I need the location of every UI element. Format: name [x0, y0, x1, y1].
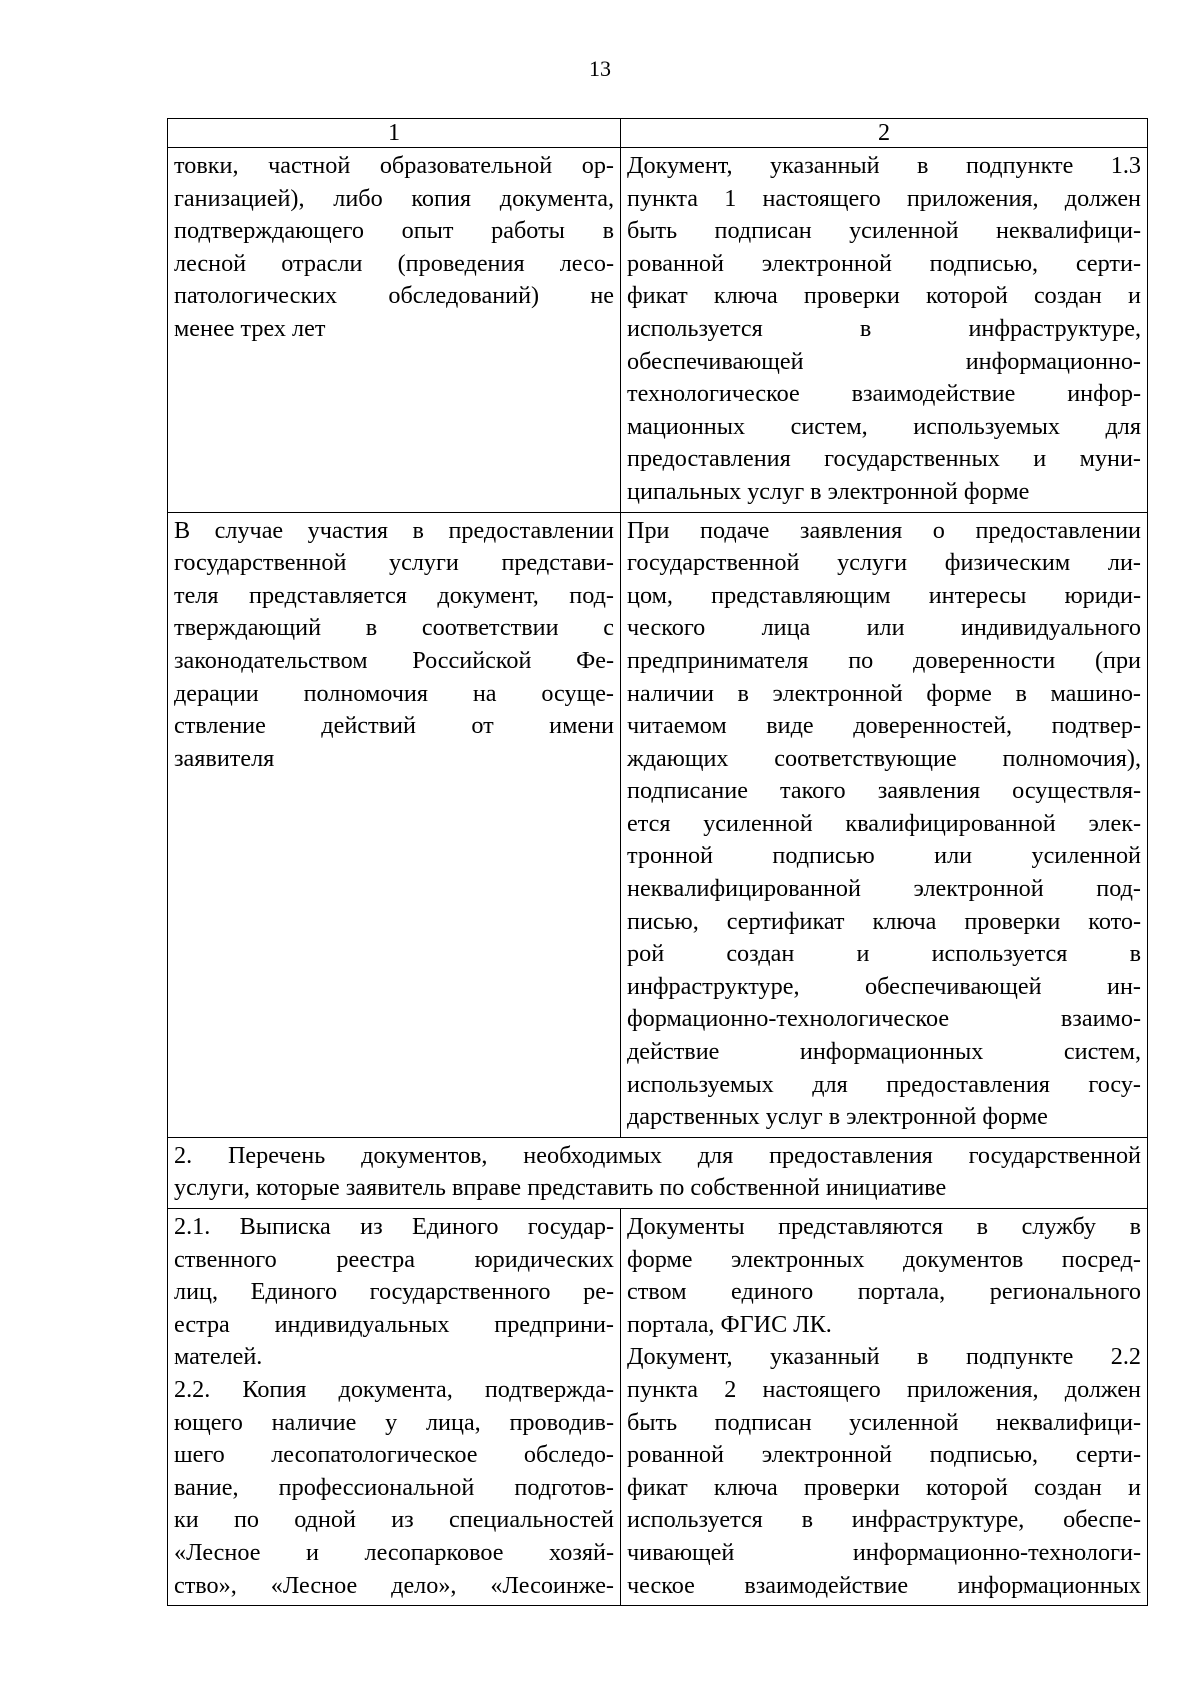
text-line: Документ, указанный в подпункте 1.3	[627, 152, 1141, 179]
text-line: В случае участия в предоставлении	[174, 516, 614, 544]
text-line: товки, частной образовательной ор-	[174, 152, 614, 179]
table-header-row	[168, 119, 1148, 148]
column-header-1: 1	[168, 119, 621, 148]
text-line: ческого лица или индивидуального	[627, 614, 1141, 642]
text-line: быть подписан усиленной неквалифици-	[627, 1408, 1141, 1436]
text-line: неквалифицированной электронной под-	[627, 875, 1141, 903]
table-row	[168, 512, 1148, 1137]
text-line: Документы представляются в службу в	[627, 1213, 1141, 1240]
text-line: патологических обследований) не	[174, 282, 614, 310]
text-line: государственной услуги физическим ли-	[627, 549, 1141, 577]
text-line: шего лесопатологическое обследо-	[174, 1441, 614, 1469]
text-line: мационных систем, используемых для	[627, 412, 1141, 440]
text-line: заявителя	[174, 744, 275, 772]
text-line: теля представляется документ, под-	[174, 581, 614, 609]
page-number: 13	[589, 56, 611, 81]
text-line: инфраструктуре, обеспечивающей ин-	[627, 972, 1141, 1000]
text-line: ганизацией), либо копия документа,	[174, 184, 614, 212]
text-line: рованной электронной подписью, серти-	[627, 249, 1141, 277]
text-line: используется в инфраструктуре, обеспе-	[627, 1506, 1141, 1534]
text-line: лиц, Единого государственного ре-	[174, 1278, 614, 1306]
text-line: форме электронных документов посред-	[627, 1245, 1141, 1273]
text-line: естра индивидуальных предприни-	[174, 1310, 614, 1338]
text-line: ством единого портала, регионального	[627, 1278, 1141, 1306]
text-line: ственного реестра юридических	[174, 1245, 614, 1273]
text-line: предпринимателя по доверенности (при	[627, 646, 1141, 674]
text-line: мателей.	[174, 1343, 263, 1371]
table-row	[168, 148, 1148, 513]
text-line: читаемом виде доверенностей, подтвер-	[627, 712, 1141, 740]
table-cell-col2	[621, 1209, 1148, 1606]
text-line: писью, сертификат ключа проверки кото-	[627, 907, 1141, 935]
text-line: пункта 1 настоящего приложения, должен	[627, 184, 1141, 212]
text-line: пункта 2 настоящего приложения, должен	[627, 1375, 1141, 1403]
text-line: быть подписан усиленной неквалифици-	[627, 217, 1141, 245]
table-cell-col2	[621, 512, 1148, 1137]
text-line: действие информационных систем,	[627, 1038, 1141, 1066]
text-line: тронной подписью или усиленной	[627, 842, 1141, 870]
table-cell-col1	[168, 148, 621, 513]
text-line: лесной отрасли (проведения лесо-	[174, 249, 614, 277]
text-line: государственной услуги представи-	[174, 549, 614, 577]
text-line: подписание такого заявления осуществля-	[627, 777, 1141, 805]
table-cell-col1	[168, 512, 621, 1137]
text-line: используется в инфраструктуре,	[627, 314, 1141, 342]
text-line: ческое взаимодействие информационных	[627, 1571, 1141, 1599]
text-line: формационно-технологическое взаимо-	[627, 1005, 1141, 1033]
text-line: ждающих соответствующие полномочия),	[627, 744, 1141, 772]
text-line: вание, профессиональной подготов-	[174, 1473, 614, 1501]
text-line: чивающей информационно-технологи-	[627, 1538, 1141, 1566]
text-line: фикат ключа проверки которой создан и	[627, 1473, 1141, 1501]
text-line: 2.2. Копия документа, подтвержда-	[174, 1375, 614, 1403]
text-line: ющего наличие у лица, проводив-	[174, 1408, 614, 1436]
table-cell-col2	[621, 148, 1148, 513]
text-line: ство», «Лесное дело», «Лесоинже-	[174, 1571, 614, 1599]
text-line: При подаче заявления о предоставлении	[627, 516, 1141, 544]
text-line: «Лесное и лесопарковое хозяй-	[174, 1538, 614, 1566]
text-line: предоставления государственных и муни-	[627, 445, 1141, 473]
text-line: цом, представляющим интересы юриди-	[627, 581, 1141, 609]
text-line: рой создан и используется в	[627, 940, 1141, 968]
text-line: используемых для предоставления госу-	[627, 1070, 1141, 1098]
text-line: наличии в электронной форме в машино-	[627, 679, 1141, 707]
section-heading-line: услуги, которые заявитель вправе представить по собственной инициативе	[174, 1174, 947, 1202]
text-line: дерации полномочия на осуще-	[174, 679, 614, 707]
text-line: ципальных услуг в электронной форме	[627, 477, 1030, 505]
column-header-2: 2	[621, 119, 1148, 148]
text-line: ки по одной из специальностей	[174, 1506, 614, 1534]
table-row	[168, 1209, 1148, 1606]
text-line: фикат ключа проверки которой создан и	[627, 282, 1141, 310]
text-line: законодательством Российской Фе-	[174, 646, 614, 674]
text-line: дарственных услуг в электронной форме	[627, 1103, 1048, 1131]
document-table	[167, 118, 1148, 1606]
text-line: Документ, указанный в подпункте 2.2	[627, 1343, 1141, 1371]
section-heading-row	[168, 1137, 1148, 1208]
text-line: ется усиленной квалифицированной элек-	[627, 809, 1141, 837]
text-line: менее трех лет	[174, 314, 326, 342]
text-line: 2.1. Выписка из Единого государ-	[174, 1213, 614, 1240]
section-heading-line: 2. Перечень документов, необходимых для предоставления государственной	[174, 1141, 1141, 1169]
text-line: подтверждающего опыт работы в	[174, 217, 614, 245]
text-line: технологическое взаимодействие инфор-	[627, 380, 1141, 408]
section-heading-cell	[168, 1137, 1148, 1208]
table-cell-col1	[168, 1209, 621, 1606]
text-line: обеспечивающей информационно-	[627, 347, 1141, 375]
text-line: тверждающий в соответствии с	[174, 614, 614, 642]
text-line: портала, ФГИС ЛК.	[627, 1310, 832, 1338]
text-line: ствление действий от имени	[174, 712, 614, 740]
text-line: рованной электронной подписью, серти-	[627, 1441, 1141, 1469]
